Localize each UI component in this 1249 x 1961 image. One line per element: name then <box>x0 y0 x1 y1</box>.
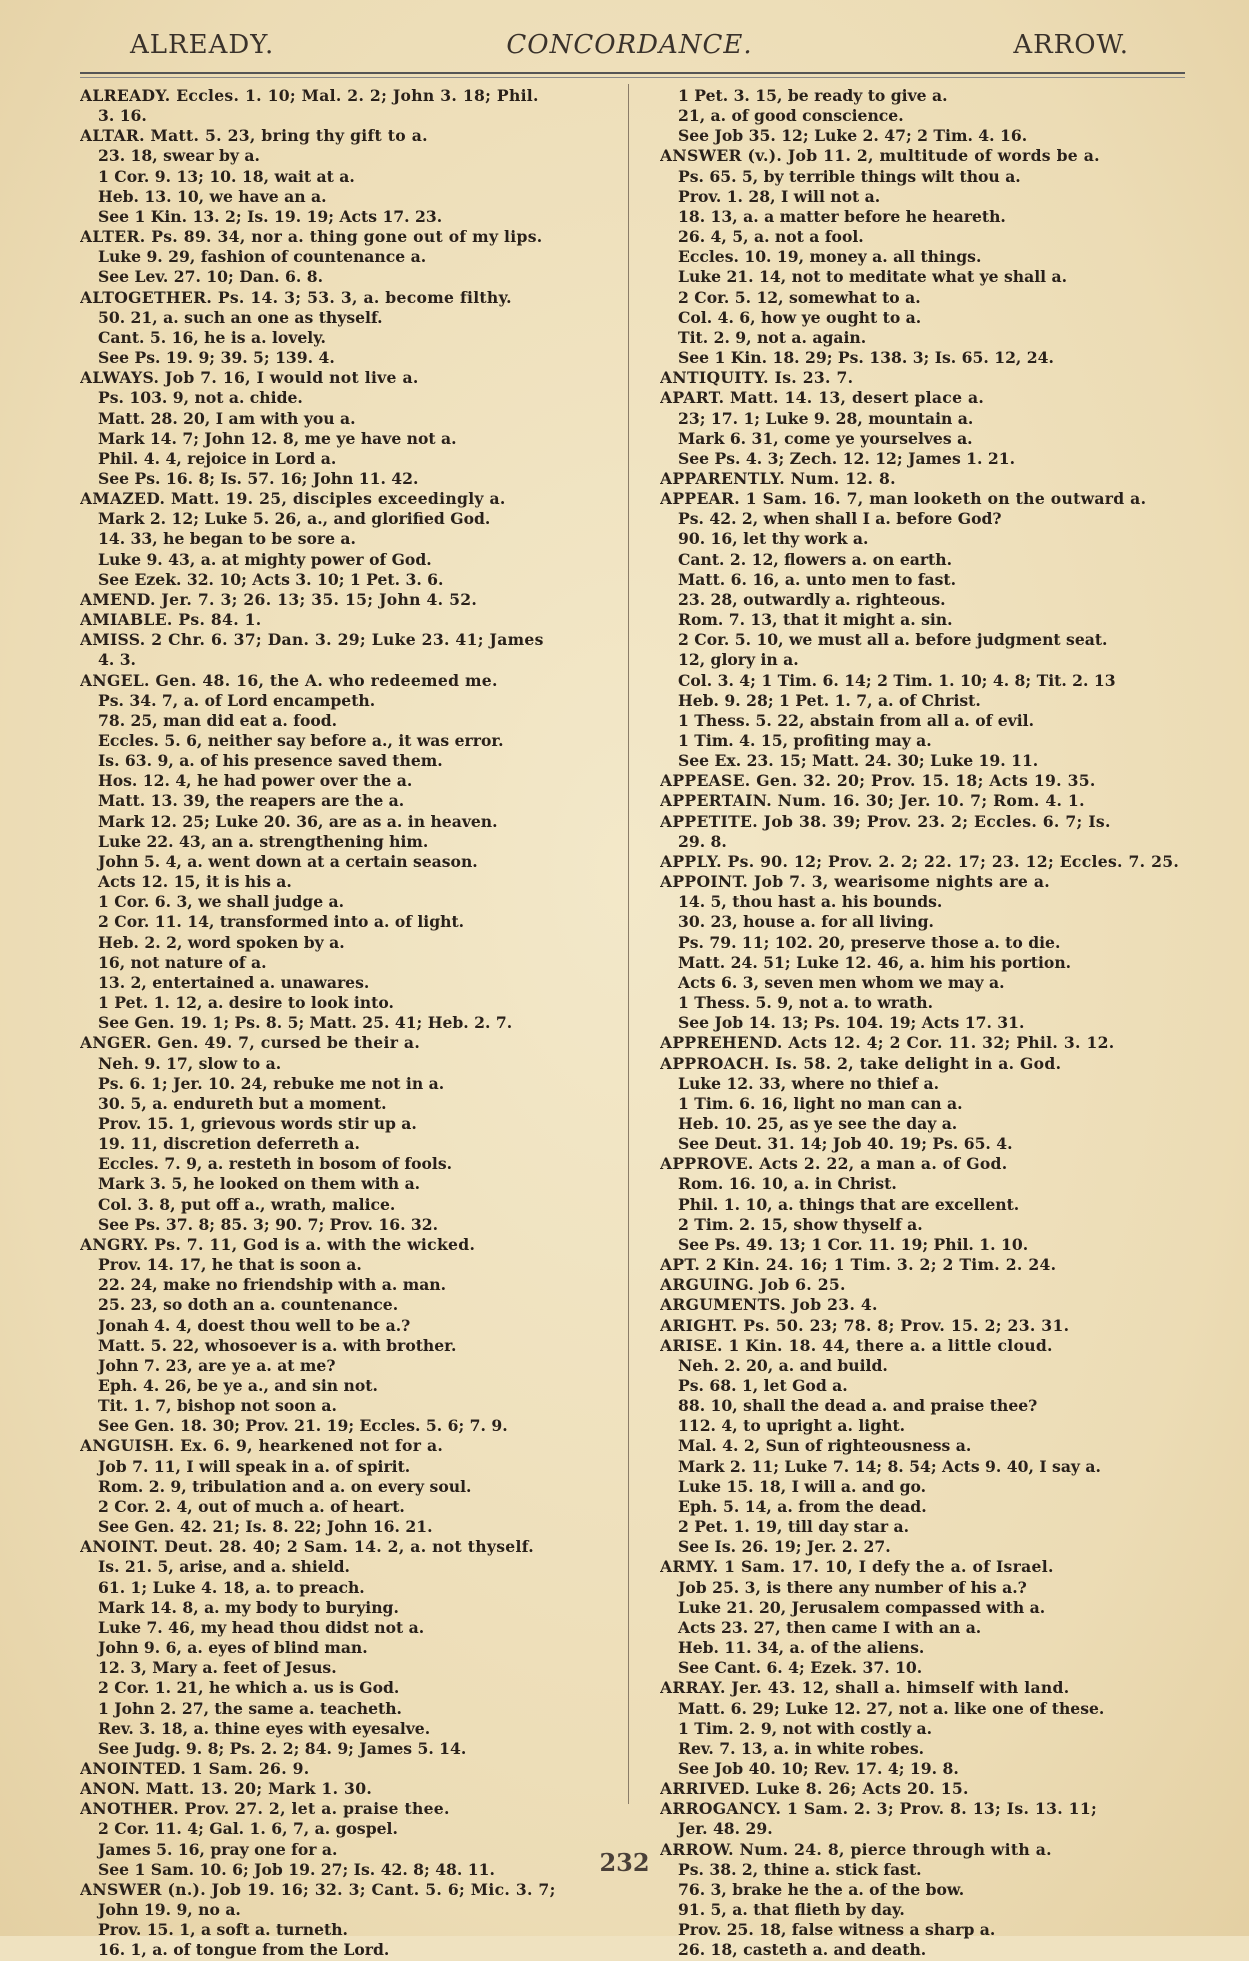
reference-line: 26. 4, 5, a. not a fool. <box>678 227 864 247</box>
reference-line: 61. 1; Luke 4. 18, a. to preach. <box>98 1577 365 1597</box>
left-column <box>80 86 640 1961</box>
reference-line: Job 7. 11, I will speak in a. of spirit. <box>98 1456 411 1476</box>
headword-entry: ALTOGETHER. Ps. 14. 3; 53. 3, a. become filthy. <box>80 287 512 307</box>
reference-line: Matt. 5. 22, whosoever is a. with brother. <box>98 1335 457 1355</box>
reference-line: 22. 24, make no friendship with a. man. <box>98 1275 447 1295</box>
reference-line: Rev. 3. 18, a. thine eyes with eyesalve. <box>98 1718 431 1738</box>
reference-line: 12, glory in a. <box>678 650 799 670</box>
reference-line: Matt. 6. 16, a. unto men to fast. <box>678 569 957 589</box>
headword-entry: APPEASE. Gen. 32. 20; Prov. 15. 18; Acts 19. 35. <box>660 771 1096 791</box>
reference-line: 88. 10, shall the dead a. and praise thee? <box>678 1396 1038 1416</box>
reference-line: See Ps. 16. 8; Is. 57. 16; John 11. 42. <box>98 468 419 488</box>
headword-entry: ANGER. Gen. 49. 7, cursed be their a. <box>80 1033 421 1053</box>
headword-entry: ANGRY. Ps. 7. 11, God is a. with the wicked. <box>80 1234 476 1254</box>
header-rule-thin <box>80 77 1185 78</box>
reference-line: 23. 18, swear by a. <box>98 146 260 166</box>
reference-line: Tit. 1. 7, bishop not soon a. <box>98 1396 337 1416</box>
reference-line: Ps. 38. 2, thine a. stick fast. <box>678 1859 922 1879</box>
reference-line: 30. 23, house a. for all living. <box>678 912 934 932</box>
reference-line: Cant. 2. 12, flowers a. on earth. <box>678 549 953 569</box>
reference-line: 1 Thess. 5. 9, not a. to wrath. <box>678 993 934 1013</box>
reference-line: Mark 14. 7; John 12. 8, me ye have not a. <box>98 428 457 448</box>
reference-line: Ps. 65. 5, by terrible things wilt thou a. <box>678 166 1021 186</box>
headword-entry: ARRAY. Jer. 43. 12, shall a. himself with land. <box>660 1678 1070 1698</box>
reference-line: 14. 33, he began to be sore a. <box>98 529 356 549</box>
reference-line: 19. 11, discretion deferreth a. <box>98 1134 360 1154</box>
reference-line: Mal. 4. 2, Sun of righteousness a. <box>678 1436 972 1456</box>
reference-line: Prov. 15. 1, a soft a. turneth. <box>98 1920 348 1940</box>
reference-line: Eph. 4. 26, be ye a., and sin not. <box>98 1376 378 1395</box>
headword-entry: ANGEL. Gen. 48. 16, the A. who redeemed me. <box>80 670 498 690</box>
reference-line: 18. 13, a. a matter before he heareth. <box>678 206 1006 226</box>
reference-line: John 19. 9, no a. <box>98 1900 241 1920</box>
headword-entry: ARIGHT. Ps. 50. 23; 78. 8; Prov. 15. 2; 23. 31. <box>660 1315 1070 1335</box>
reference-line: 25. 23, so doth an a. countenance. <box>98 1295 399 1315</box>
right-column <box>660 86 1220 1961</box>
headword-entry: APPROVE. Acts 2. 22, a man a. of God. <box>660 1154 1008 1174</box>
reference-line: Hos. 12. 4, he had power over the a. <box>98 771 413 791</box>
reference-line: Rev. 7. 13, a. in white robes. <box>678 1738 925 1758</box>
header-rule <box>80 72 1185 74</box>
headword-entry: APPEAR. 1 Sam. 16. 7, man looketh on the outward a. <box>660 489 1147 509</box>
reference-line: Jonah 4. 4, doest thou well to be a.? <box>98 1315 411 1335</box>
reference-line: See Lev. 27. 10; Dan. 6. 8. <box>98 267 324 287</box>
reference-line: Mark 6. 31, come ye yourselves a. <box>678 428 973 448</box>
headword-entry: ARROGANCY. 1 Sam. 2. 3; Prov. 8. 13; Is. 13. 11; <box>660 1799 1098 1819</box>
page-number: 232 <box>599 1848 650 1877</box>
reference-line: Is. 63. 9, a. of his presence saved them. <box>98 751 443 771</box>
reference-line: Mark 2. 12; Luke 5. 26, a., and glorified God. <box>98 509 491 529</box>
reference-line: James 5. 16, pray one for a. <box>98 1839 338 1859</box>
reference-line: Cant. 5. 16, he is a. lovely. <box>98 327 326 347</box>
reference-line: See Gen. 19. 1; Ps. 8. 5; Matt. 25. 41; Heb. 2. 7. <box>98 1013 513 1033</box>
reference-line: Rom. 7. 13, that it might a. sin. <box>678 610 953 630</box>
headword-entry: ANON. Matt. 13. 20; Mark 1. 30. <box>80 1779 373 1799</box>
headword-entry: ANTIQUITY. Is. 23. 7. <box>660 368 854 388</box>
reference-line: 1 Tim. 6. 16, light no man can a. <box>678 1093 963 1113</box>
reference-line: See 1 Sam. 10. 6; Job 19. 27; Is. 42. 8; 48. 11. <box>98 1859 495 1879</box>
reference-line: Is. 21. 5, arise, and a. shield. <box>98 1557 350 1577</box>
headword-entry: APPROACH. Is. 58. 2, take delight in a. God. <box>660 1053 1062 1073</box>
reference-line: 3. 16. <box>98 106 147 126</box>
reference-line: Acts 12. 15, it is his a. <box>98 872 292 892</box>
reference-line: 90. 16, let thy work a. <box>678 529 869 549</box>
headword-entry: ARISE. 1 Kin. 18. 44, there a. a little cloud. <box>660 1335 1053 1355</box>
reference-line: Col. 3. 4; 1 Tim. 6. 14; 2 Tim. 1. 10; 4. 8; Tit. 2. 13 <box>678 670 1116 690</box>
headword-entry: APPLY. Ps. 90. 12; Prov. 2. 2; 22. 17; 23. 12; Eccles. 7. 25. <box>660 851 1180 871</box>
reference-line: Luke 15. 18, I will a. and go. <box>678 1476 927 1496</box>
reference-line: John 9. 6, a. eyes of blind man. <box>98 1638 368 1658</box>
reference-line: 30. 5, a. endureth but a moment. <box>98 1093 387 1113</box>
reference-line: See Deut. 31. 14; Job 40. 19; Ps. 65. 4. <box>678 1134 1013 1154</box>
reference-line: Luke 7. 46, my head thou didst not a. <box>98 1617 425 1637</box>
reference-line: Phil. 1. 10, a. things that are excellent. <box>678 1194 1020 1214</box>
reference-line: Matt. 24. 51; Luke 12. 46, a. him his portion. <box>678 952 1072 972</box>
reference-line: Prov. 1. 28, I will not a. <box>678 186 881 206</box>
reference-line: Heb. 10. 25, as ye see the day a. <box>678 1113 958 1133</box>
headword-entry: ARRIVED. Luke 8. 26; Acts 20. 15. <box>660 1779 969 1799</box>
reference-line: Acts 23. 27, then came I with an a. <box>678 1617 982 1637</box>
reference-line: See Gen. 18. 30; Prov. 21. 19; Eccles. 5. 6; 7. 9. <box>98 1416 508 1436</box>
reference-line: See 1 Kin. 18. 29; Ps. 138. 3; Is. 65. 12, 24. <box>678 348 1054 368</box>
reference-line: Eccles. 5. 6, neither say before a., it was error. <box>98 731 504 750</box>
reference-line: 16, not nature of a. <box>98 952 267 972</box>
running-header <box>130 30 1129 70</box>
reference-line: Mark 3. 5, he looked on them with a. <box>98 1174 421 1194</box>
reference-line: 78. 25, man did eat a. food. <box>98 710 338 730</box>
reference-line: 2 Tim. 2. 15, show thyself a. <box>678 1214 923 1234</box>
reference-line: Matt. 28. 20, I am with you a. <box>98 408 356 428</box>
reference-line: Neh. 9. 17, slow to a. <box>98 1053 282 1073</box>
reference-line: Mark 2. 11; Luke 7. 14; 8. 54; Acts 9. 40, I say a. <box>678 1456 1101 1476</box>
reference-line: 91. 5, a. that flieth by day. <box>678 1900 905 1920</box>
reference-line: Rom. 2. 9, tribulation and a. on every soul. <box>98 1476 472 1496</box>
header-last-word: ARROW. <box>1013 30 1129 60</box>
headword-entry: APART. Matt. 14. 13, desert place a. <box>660 388 985 408</box>
headword-entry: ANOTHER. Prov. 27. 2, let a. praise thee. <box>80 1799 450 1819</box>
reference-line: Jer. 48. 29. <box>678 1819 773 1839</box>
reference-line: See Gen. 42. 21; Is. 8. 22; John 16. 21. <box>98 1517 433 1537</box>
reference-line: See Job 40. 10; Rev. 17. 4; 19. 8. <box>678 1758 959 1778</box>
reference-line: 26. 18, casteth a. and death. <box>678 1940 927 1960</box>
headword-entry: ARGUING. Job 6. 25. <box>660 1275 846 1295</box>
headword-entry: ARROW. Num. 24. 8, pierce through with a. <box>660 1839 1052 1859</box>
reference-line: 1 Tim. 4. 15, profiting may a. <box>678 731 932 750</box>
reference-line: 23. 28, outwardly a. righteous. <box>678 589 946 609</box>
reference-line: Heb. 2. 2, word spoken by a. <box>98 932 345 952</box>
reference-line: See Cant. 6. 4; Ezek. 37. 10. <box>678 1658 923 1678</box>
reference-line: 21, a. of good conscience. <box>678 106 904 126</box>
reference-line: Heb. 11. 34, a. of the aliens. <box>678 1638 925 1658</box>
reference-line: Neh. 2. 20, a. and build. <box>678 1355 888 1375</box>
headword-entry: ANSWER (n.). Job 19. 16; 32. 3; Cant. 5. 6; Mic. 3. 7; <box>80 1879 556 1899</box>
headword-entry: ALREADY. Eccles. 1. 10; Mal. 2. 2; John 3. 18; Phil. <box>80 86 539 105</box>
reference-line: Prov. 15. 1, grievous words stir up a. <box>98 1113 417 1133</box>
reference-line: See 1 Kin. 13. 2; Is. 19. 19; Acts 17. 23. <box>98 206 443 226</box>
reference-line: 1 Thess. 5. 22, abstain from all a. of evil. <box>678 710 1034 730</box>
reference-line: Luke 12. 33, where no thief a. <box>678 1073 940 1093</box>
reference-line: 2 Cor. 1. 21, he which a. us is God. <box>98 1678 400 1698</box>
headword-entry: APPARENTLY. Num. 12. 8. <box>660 468 896 488</box>
reference-line: Ps. 34. 7, a. of Lord encampeth. <box>98 690 376 710</box>
reference-line: Col. 4. 6, how ye ought to a. <box>678 307 922 327</box>
headword-entry: APPERTAIN. Num. 16. 30; Jer. 10. 7; Rom. 4. 1. <box>660 791 1085 811</box>
reference-line: Ps. 103. 9, not a. chide. <box>98 388 303 408</box>
headword-entry: APPREHEND. Acts 12. 4; 2 Cor. 11. 32; Phil. 3. 12. <box>660 1033 1115 1053</box>
reference-line: John 5. 4, a. went down at a certain season. <box>98 851 478 871</box>
reference-line: Mark 12. 25; Luke 20. 36, are as a. in heaven. <box>98 811 498 831</box>
headword-entry: ARGUMENTS. Job 23. 4. <box>660 1295 878 1315</box>
header-first-word: ALREADY. <box>130 30 275 60</box>
reference-line: Luke 22. 43, an a. strengthening him. <box>98 831 429 851</box>
reference-line: 14. 5, thou hast a. his bounds. <box>678 892 943 912</box>
reference-line: 16. 1, a. of tongue from the Lord. <box>98 1940 390 1960</box>
headword-entry: ANOINTED. 1 Sam. 26. 9. <box>80 1758 310 1778</box>
reference-line: 2 Cor. 2. 4, out of much a. of heart. <box>98 1496 405 1516</box>
reference-line: Rom. 16. 10, a. in Christ. <box>678 1174 897 1194</box>
reference-line: See Ps. 19. 9; 39. 5; 139. 4. <box>98 348 335 368</box>
reference-line: Luke 21. 14, not to meditate what ye shall a. <box>678 267 1068 287</box>
reference-line: 1 Tim. 2. 9, not with costly a. <box>678 1718 933 1738</box>
reference-line: 12. 3, Mary a. feet of Jesus. <box>98 1658 337 1678</box>
header-title: CONCORDANCE. <box>506 30 753 60</box>
reference-line: John 7. 23, are ye a. at me? <box>98 1355 336 1375</box>
reference-line: 1 John 2. 27, the same a. teacheth. <box>98 1698 402 1718</box>
reference-line: Acts 6. 3, seven men whom we may a. <box>678 972 1005 992</box>
reference-line: See Ex. 23. 15; Matt. 24. 30; Luke 19. 11. <box>678 751 1039 771</box>
reference-line: 1 Pet. 3. 15, be ready to give a. <box>678 86 948 105</box>
reference-line: Heb. 9. 28; 1 Pet. 1. 7, a. of Christ. <box>678 690 981 710</box>
reference-line: See Job 35. 12; Luke 2. 47; 2 Tim. 4. 16. <box>678 126 1028 146</box>
reference-line: Ps. 68. 1, let God a. <box>678 1376 848 1395</box>
reference-line: See Ps. 37. 8; 85. 3; 90. 7; Prov. 16. 32. <box>98 1214 439 1234</box>
reference-line: Luke 9. 43, a. at mighty power of God. <box>98 549 432 569</box>
reference-line: Eccles. 7. 9, a. resteth in bosom of fools. <box>98 1154 453 1174</box>
reference-line: 23; 17. 1; Luke 9. 28, mountain a. <box>678 408 974 428</box>
reference-line: See Ezek. 32. 10; Acts 3. 10; 1 Pet. 3. 6. <box>98 569 444 589</box>
headword-entry: AMEND. Jer. 7. 3; 26. 13; 35. 15; John 4. 52. <box>80 589 478 609</box>
reference-line: 2 Cor. 5. 10, we must all a. before judgment seat. <box>678 630 1108 650</box>
reference-line: 2 Pet. 1. 19, till day star a. <box>678 1517 909 1537</box>
headword-entry: AMIABLE. Ps. 84. 1. <box>80 610 262 630</box>
reference-line: Tit. 2. 9, not a. again. <box>678 327 867 347</box>
reference-line: Eccles. 10. 19, money a. all things. <box>678 247 982 267</box>
headword-entry: AMAZED. Matt. 19. 25, disciples exceedingly a. <box>80 489 506 509</box>
reference-line: 4. 3. <box>98 650 136 670</box>
reference-line: Phil. 4. 4, rejoice in Lord a. <box>98 448 337 468</box>
reference-line: See Ps. 4. 3; Zech. 12. 12; James 1. 21. <box>678 448 1016 468</box>
reference-line: 2 Cor. 5. 12, somewhat to a. <box>678 287 921 307</box>
reference-line: Heb. 13. 10, we have an a. <box>98 186 327 206</box>
headword-entry: APPETITE. Job 38. 39; Prov. 23. 2; Eccles. 6. 7; Is. <box>660 811 1111 831</box>
reference-line: 1 Cor. 9. 13; 10. 18, wait at a. <box>98 166 355 186</box>
reference-line: Eph. 5. 14, a. from the dead. <box>678 1496 927 1516</box>
reference-line: 50. 21, a. such an one as thyself. <box>98 307 383 327</box>
reference-line: Matt. 6. 29; Luke 12. 27, not a. like one of these. <box>678 1698 1105 1718</box>
reference-line: 76. 3, brake he the a. of the bow. <box>678 1879 965 1899</box>
reference-line: Job 25. 3, is there any number of his a.? <box>678 1577 1027 1597</box>
reference-line: 29. 8. <box>678 831 727 851</box>
reference-line: 112. 4, to upright a. light. <box>678 1416 906 1436</box>
headword-entry: ALTER. Ps. 89. 34, nor a. thing gone out of my lips. <box>80 227 543 247</box>
reference-line: Prov. 14. 17, he that is soon a. <box>98 1255 362 1275</box>
reference-line: See Is. 26. 19; Jer. 2. 27. <box>678 1537 891 1557</box>
headword-entry: ANSWER (v.). Job 11. 2, multitude of words be a. <box>660 146 1100 166</box>
reference-line: See Ps. 49. 13; 1 Cor. 11. 19; Phil. 1. 10. <box>678 1234 1029 1254</box>
headword-entry: ANGUISH. Ex. 6. 9, hearkened not for a. <box>80 1436 444 1456</box>
reference-line: 1 Pet. 1. 12, a. desire to look into. <box>98 993 394 1013</box>
reference-line: Prov. 25. 18, false witness a sharp a. <box>678 1920 996 1940</box>
headword-entry: APPOINT. Job 7. 3, wearisome nights are a. <box>660 872 1050 892</box>
reference-line: Ps. 79. 11; 102. 20, preserve those a. to die. <box>678 932 1061 952</box>
headword-entry: AMISS. 2 Chr. 6. 37; Dan. 3. 29; Luke 23. 41; James <box>80 630 544 650</box>
reference-line: 13. 2, entertained a. unawares. <box>98 972 370 992</box>
headword-entry: ANOINT. Deut. 28. 40; 2 Sam. 14. 2, a. not thyself. <box>80 1537 534 1557</box>
reference-line: See Job 14. 13; Ps. 104. 19; Acts 17. 31. <box>678 1013 1025 1033</box>
reference-line: Matt. 13. 39, the reapers are the a. <box>98 791 405 811</box>
reference-line: Luke 9. 29, fashion of countenance a. <box>98 247 427 267</box>
reference-line: See Judg. 9. 8; Ps. 2. 2; 84. 9; James 5. 14. <box>98 1738 467 1758</box>
reference-line: Mark 14. 8, a. my body to burying. <box>98 1597 399 1617</box>
reference-line: Col. 3. 8, put off a., wrath, malice. <box>98 1194 396 1214</box>
reference-line: 1 Cor. 6. 3, we shall judge a. <box>98 892 345 912</box>
headword-entry: ARMY. 1 Sam. 17. 10, I defy the a. of Israel. <box>660 1557 1054 1577</box>
reference-line: Ps. 6. 1; Jer. 10. 24, rebuke me not in a. <box>98 1073 445 1093</box>
reference-line: 2 Cor. 11. 14, transformed into a. of light. <box>98 912 465 932</box>
headword-entry: APT. 2 Kin. 24. 16; 1 Tim. 3. 2; 2 Tim. 2. 24. <box>660 1255 1057 1275</box>
reference-line: Luke 21. 20, Jerusalem compassed with a. <box>678 1597 1046 1617</box>
headword-entry: ALWAYS. Job 7. 16, I would not live a. <box>80 368 419 388</box>
headword-entry: ALTAR. Matt. 5. 23, bring thy gift to a. <box>80 126 428 146</box>
reference-line: 2 Cor. 11. 4; Gal. 1. 6, 7, a. gospel. <box>98 1819 398 1839</box>
reference-line: Ps. 42. 2, when shall I a. before God? <box>678 509 1002 529</box>
